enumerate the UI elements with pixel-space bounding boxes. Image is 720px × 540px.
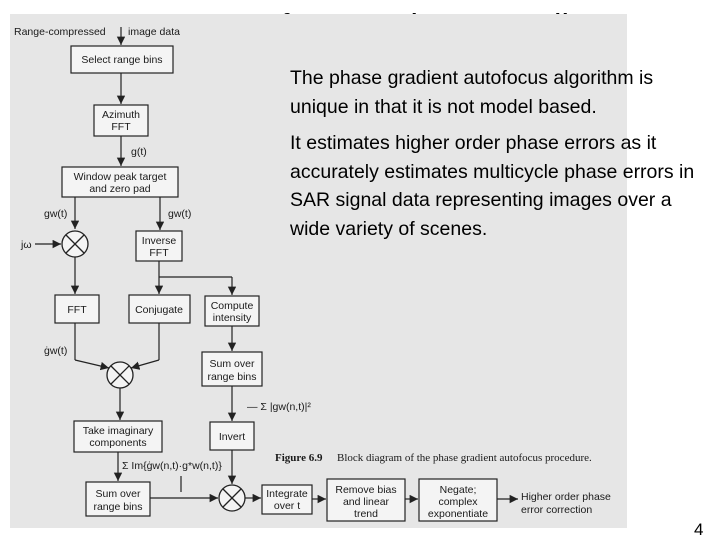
svg-text:range bins: range bins [93,501,143,513]
svg-text:FFT: FFT [111,121,131,133]
svg-text:Conjugate: Conjugate [135,304,183,316]
svg-text:and zero pad: and zero pad [89,183,151,195]
svg-text:Remove bias: Remove bias [335,484,397,496]
svg-text:complex: complex [438,496,478,508]
multiplier-final [219,485,245,511]
multiplier-conj [107,362,133,388]
window-peak-block [62,167,178,197]
label-gw-right: gw(t) [168,208,192,220]
figure-caption-label: Figure 6.9 [275,452,323,464]
svg-text:Negate;: Negate; [439,484,477,496]
integrate-block [262,485,312,514]
svg-text:intensity: intensity [212,312,252,324]
input-label-right: image data [128,26,180,38]
svg-text:FFT: FFT [149,247,169,259]
svg-text:exponentiate: exponentiate [427,508,489,520]
sum-range-bins-left-block [86,482,150,516]
svg-text:Azimuth: Azimuth [102,109,140,121]
invert-block [210,422,254,450]
output-label-line2: error correction [521,504,593,516]
page-number: 4 [694,520,704,539]
remove-bias-block [327,479,405,521]
svg-text:trend: trend [354,508,378,520]
output-label-line1: Higher order phase [521,491,611,503]
take-imaginary-block [74,421,162,452]
svg-text:components: components [89,437,147,449]
svg-text:Integrate: Integrate [266,488,308,500]
svg-text:FFT: FFT [67,304,87,316]
select-range-bins-block [71,46,173,73]
label-sum-im: Σ Im{ġw(n,t)·g*w(n,t)} [122,460,222,472]
label-gw-left: gw(t) [44,208,68,220]
conjugate-block [129,295,190,323]
bullet-item: It estimates higher order phase errors as it accurately estimates multicycle phase errors in SAR signal data representing images over a wide variety of scenes. [290,132,695,240]
figure-caption-text: Block diagram of the phase gradient autofocus procedure. [337,452,592,464]
svg-text:and linear: and linear [342,496,390,508]
svg-text:Take imaginary: Take imaginary [82,425,154,437]
inverse-fft-block [136,231,182,261]
label-g: g(t) [131,146,147,158]
svg-text:Compute: Compute [210,300,254,312]
svg-text:Inverse: Inverse [141,235,177,247]
label-jw: jω [21,239,32,251]
svg-text:Window peak target: Window peak target [73,171,167,183]
compute-intensity-block [205,296,259,326]
negate-exponentiate-block [419,479,497,521]
svg-text:over t: over t [273,500,301,512]
svg-text:range bins: range bins [207,371,257,383]
bullet-item: The phase gradient autofocus algorithm is unique in that it is not model based. [290,67,654,118]
svg-text:Sum over: Sum over [209,358,255,370]
multiplier-jw [62,231,88,257]
label-gdot: ġw(t) [44,345,68,357]
fft-block [55,295,99,323]
azimuth-fft-block [94,105,148,136]
input-label-left: Range-compressed [14,26,106,38]
sum-range-bins-right-block [202,352,262,386]
bullet-list [290,64,700,251]
svg-text:Invert: Invert [218,431,246,443]
svg-text:Sum over: Sum over [95,488,141,500]
label-sum-sq: — Σ |gw(n,t)|² [247,401,311,413]
svg-text:Select range bins: Select range bins [81,54,163,66]
